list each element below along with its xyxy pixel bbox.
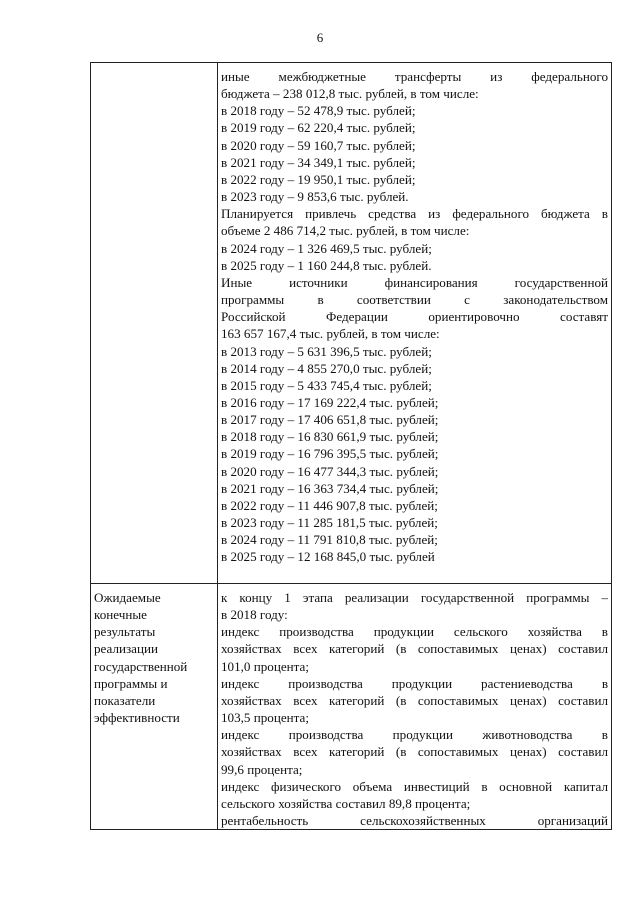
text-line: 101,0 процента; — [221, 658, 309, 674]
text-line: в 2013 году – 5 631 396,5 тыс. рублей; — [221, 343, 432, 359]
text-line: 163 657 167,4 тыс. рублей, в том числе: — [221, 326, 440, 342]
text-line: в 2014 году – 4 855 270,0 тыс. рублей; — [221, 360, 432, 376]
text-line: 99,6 процента; — [221, 761, 303, 777]
text-line: хозяйствах всех категорий (в сопоставимых ценах) составил — [221, 744, 608, 760]
row-label-cell — [91, 584, 218, 830]
text-line: рентабельность сельскохозяйственных организаций — [221, 813, 608, 829]
text-line: в 2022 году – 11 446 907,8 тыс. рублей; — [221, 497, 438, 513]
text-line: к концу 1 этапа реализации государственной программы – — [221, 590, 608, 605]
row-label-cell — [91, 63, 218, 584]
text-line: 103,5 процента; — [221, 710, 309, 726]
text-line: в 2021 году – 34 349,1 тыс. рублей; — [221, 154, 416, 170]
text-line: в 2019 году – 16 796 395,5 тыс. рублей; — [221, 446, 439, 462]
text-line: в 2022 году – 19 950,1 тыс. рублей; — [221, 171, 416, 187]
text-line: сельского хозяйства составил 89,8 процента; — [221, 795, 471, 811]
text-line: в 2018 году: — [221, 607, 288, 623]
text-line: в 2024 году – 11 791 810,8 тыс. рублей; — [221, 532, 438, 548]
row-label-line: показатели — [94, 692, 156, 708]
text-line: индекс физического объема инвестиций в основной капитал — [221, 778, 608, 794]
text-line: в 2025 году – 12 168 845,0 тыс. рублей — [221, 549, 435, 565]
text-line: в 2017 году – 17 406 651,8 тыс. рублей; — [221, 412, 439, 428]
text-line: Российской Федерации ориентировочно составят — [221, 309, 608, 325]
text-line: в 2018 году – 52 478,9 тыс. рублей; — [221, 103, 416, 119]
text-line: в 2023 году – 9 853,6 тыс. рублей. — [221, 189, 409, 205]
text-line: индекс производства продукции растениеводства в — [221, 675, 608, 691]
row-label-line: результаты — [94, 624, 156, 640]
text-line: в 2019 году – 62 220,4 тыс. рублей; — [221, 120, 416, 136]
row-label-line: эффективности — [94, 710, 180, 726]
text-line: в 2025 году – 1 160 244,8 тыс. рублей. — [221, 257, 432, 273]
text-line: хозяйствах всех категорий (в сопоставимых ценах) составил — [221, 641, 608, 657]
text-line: Планируется привлечь средства из федерального бюджета в — [221, 206, 608, 222]
text-line: в 2016 году – 17 169 222,4 тыс. рублей; — [221, 394, 439, 410]
text-line: в 2015 году – 5 433 745,4 тыс. рублей; — [221, 377, 432, 393]
passport-table — [90, 62, 612, 830]
text-line: объеме 2 486 714,2 тыс. рублей, в том числе: — [221, 223, 470, 239]
row-label-line: Ожидаемые — [94, 590, 161, 605]
table-row-expected-results — [91, 584, 612, 830]
financing-text-cell — [218, 63, 612, 584]
text-line: программы в соответствии с законодательством — [221, 292, 608, 308]
text-line: в 2020 году – 16 477 344,3 тыс. рублей; — [221, 463, 439, 479]
text-line: в 2023 году – 11 285 181,5 тыс. рублей; — [221, 515, 438, 531]
row-label-line: конечные — [94, 607, 147, 623]
table-row-financing — [91, 63, 612, 584]
text-line: Иные источники финансирования государственной — [221, 274, 608, 290]
row-label-line: реализации — [94, 641, 158, 657]
row-label-line: государственной — [94, 658, 188, 674]
text-line: хозяйствах всех категорий (в сопоставимых ценах) составил — [221, 692, 608, 708]
text-line: в 2020 году – 59 160,7 тыс. рублей; — [221, 137, 416, 153]
text-line: в 2018 году – 16 830 661,9 тыс. рублей; — [221, 429, 439, 445]
text-line: индекс производства продукции животноводства в — [221, 727, 608, 743]
page-number: 6 — [316, 30, 324, 45]
text-line: в 2024 году – 1 326 469,5 тыс. рублей; — [221, 240, 432, 256]
text-line: в 2021 году – 16 363 734,4 тыс. рублей; — [221, 480, 439, 496]
text-line: иные межбюджетные трансферты из федерального — [221, 69, 608, 84]
row-label-line: программы и — [94, 675, 168, 691]
text-line: индекс производства продукции сельского хозяйства в — [221, 624, 608, 640]
results-text-cell — [218, 584, 612, 830]
text-line: бюджета – 238 012,8 тыс. рублей, в том числе: — [221, 86, 479, 102]
